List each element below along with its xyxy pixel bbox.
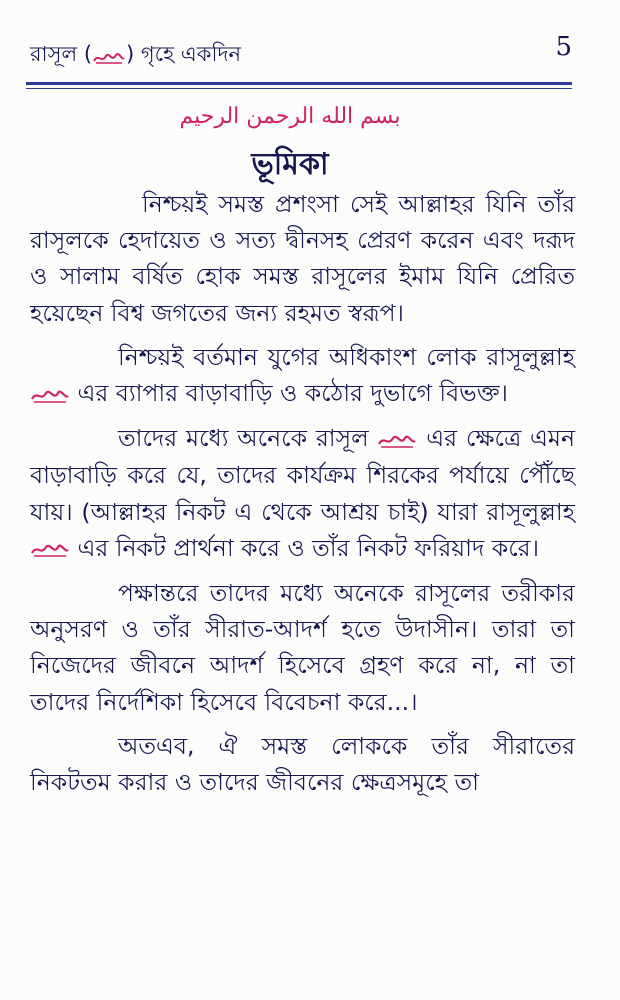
paragraph-1: নিশ্চয়ই সমস্ত প্রশংসা সেই আল্লাহর যিনি তাঁর রাসূলকে হেদায়েত ও সত্য দ্বীনসহ প্রেরণ করেন এবং দরূদ ও সালাম বর্ষিত হোক সমস্ত রাসূলের ইমাম যিনি প্রেরিত হয়েছেন বিশ্ব জগতের জন্য রহমত স্বরূপ। bbox=[30, 190, 575, 327]
paragraph-2 bbox=[30, 339, 575, 412]
salawat-calligraphy-icon bbox=[377, 427, 417, 451]
header-title-prefix: রাসূল ( bbox=[30, 42, 93, 66]
body-text bbox=[30, 186, 575, 808]
paragraph-3-part-2: এর ক্ষেত্রে এমন বাড়াবাড়ি করে যে, তাদের কার্যক্রম শিরকের পর্যায়ে পৌঁছে যায়। (আল্লাহর নিকট এ থেকে আশ্রয় চাই) যারা রাসূলুল্লাহ bbox=[30, 424, 575, 526]
salawat-calligraphy-icon bbox=[30, 382, 70, 406]
header-title bbox=[30, 38, 241, 73]
paragraph-5: অতএব, ঐ সমস্ত লোককে তাঁর সীরাতের নিকটতম করার ও তাদের জীবনের ক্ষেত্রসমূহে তা bbox=[30, 731, 575, 797]
basmala: بسم الله الرحمن الرحيم bbox=[179, 104, 401, 129]
paragraph-3-part-1: তাদের মধ্যে অনেকে রাসূল bbox=[118, 424, 369, 453]
page-number: 5 bbox=[555, 32, 572, 62]
paragraph-2-part-1: নিশ্চয়ই বর্তমান যুগের অধিকাংশ লোক রাসূলুল্লাহ bbox=[118, 342, 575, 371]
paragraph-3 bbox=[30, 420, 575, 567]
header-rule-thick bbox=[26, 82, 572, 85]
section-heading: ভূমিকা bbox=[251, 147, 329, 182]
header-rule-thin bbox=[26, 88, 572, 89]
paragraph-4: পক্ষান্তরে তাদের মধ্যে অনেকে রাসূলের তরীকার অনুসরণ ও তাঁর সীরাত-আদর্শ হতে উদাসীন। তারা তা নিজেদের জীবনে আদর্শ হিসেবে গ্রহণ করে না, না তা তাদের নির্দেশিকা হিসেবে বিবেচনা করে...। bbox=[30, 579, 575, 716]
salawat-calligraphy-icon bbox=[30, 537, 70, 561]
paragraph-2-part-2: এর ব্যাপার বাড়াবাড়ি ও কঠোর দুভাগে বিভক্ত। bbox=[77, 379, 508, 408]
salawat-calligraphy-icon bbox=[92, 47, 126, 63]
paragraph-3-part-3: এর নিকট প্রার্থনা করে ও তাঁর নিকট ফরিয়াদ করে। bbox=[77, 533, 539, 562]
header-title-suffix: ) গৃহে একদিন bbox=[126, 42, 242, 66]
running-header bbox=[30, 32, 572, 72]
